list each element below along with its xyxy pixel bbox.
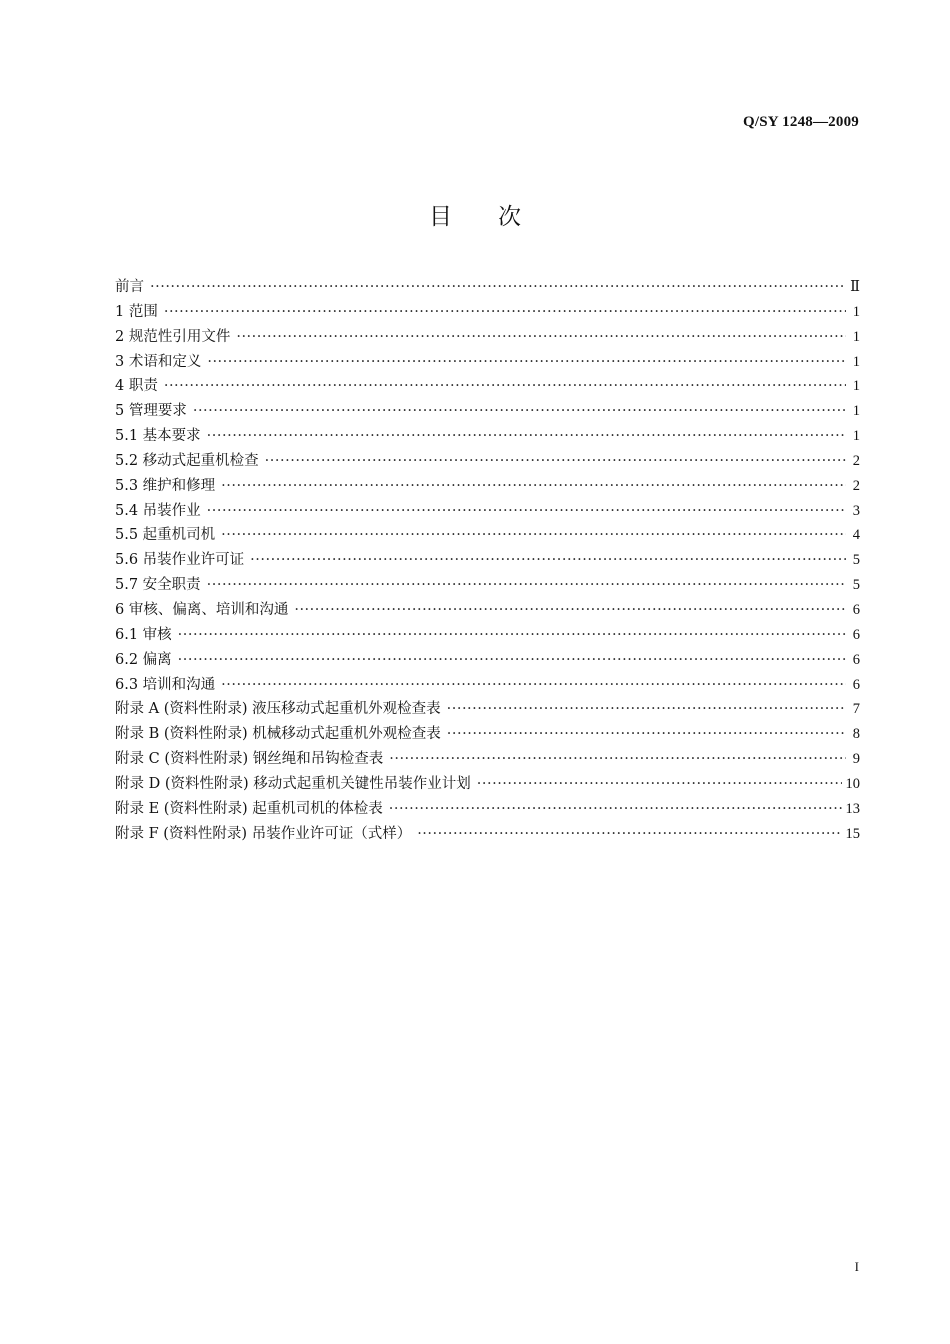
toc-dot-leader bbox=[178, 623, 846, 648]
toc-entry[interactable] bbox=[115, 797, 860, 822]
toc-entry-page: 4 bbox=[852, 527, 860, 544]
toc-dot-leader bbox=[207, 350, 846, 375]
toc-entry[interactable] bbox=[115, 499, 860, 524]
toc-dot-leader bbox=[207, 499, 846, 524]
toc-entry-label: 3 术语和定义 bbox=[115, 353, 202, 370]
toc-entry[interactable] bbox=[115, 275, 860, 300]
toc-entry[interactable] bbox=[115, 772, 860, 797]
toc-entry-label: 6.1 审核 bbox=[115, 626, 172, 643]
toc-entry-page: 6 bbox=[852, 676, 860, 693]
toc-entry-label: 5.7 安全职责 bbox=[115, 577, 201, 594]
toc-entry[interactable] bbox=[115, 424, 860, 449]
toc-entry-page: 1 bbox=[852, 428, 860, 445]
toc-entry-label: 1 范围 bbox=[115, 303, 158, 320]
toc-entry[interactable] bbox=[115, 374, 860, 399]
toc-entry[interactable] bbox=[115, 648, 860, 673]
toc-entry-page: 9 bbox=[852, 751, 860, 768]
toc-dot-leader bbox=[193, 399, 846, 424]
toc-entry-page: 15 bbox=[845, 825, 860, 842]
toc-entry-page: 1 bbox=[852, 378, 860, 395]
toc-dot-leader bbox=[265, 449, 846, 474]
toc-entry-label: 5.6 吊装作业许可证 bbox=[115, 552, 245, 569]
toc-dot-leader bbox=[221, 474, 846, 499]
toc-entry-page: 3 bbox=[852, 502, 860, 519]
toc-dot-leader bbox=[178, 648, 846, 673]
toc-dot-leader bbox=[221, 673, 846, 698]
toc-entry[interactable] bbox=[115, 598, 860, 623]
toc-entry-page: Ⅱ bbox=[850, 279, 860, 295]
toc-entry[interactable] bbox=[115, 474, 860, 499]
table-of-contents bbox=[115, 275, 860, 846]
toc-entry-page: 7 bbox=[852, 701, 860, 718]
toc-entry-label: 附录 E (资料性附录) 起重机司机的体检表 bbox=[115, 800, 383, 817]
toc-entry-label: 附录 C (资料性附录) 钢丝绳和吊钩检查表 bbox=[115, 751, 384, 768]
toc-dot-leader bbox=[447, 722, 846, 747]
toc-dot-leader bbox=[389, 797, 842, 822]
page-number: I bbox=[854, 1259, 859, 1274]
toc-entry[interactable] bbox=[115, 697, 860, 722]
toc-entry-label: 2 规范性引用文件 bbox=[115, 328, 231, 345]
toc-entry-label: 5.5 起重机司机 bbox=[115, 527, 216, 544]
toc-entry[interactable] bbox=[115, 822, 860, 847]
toc-entry-page: 5 bbox=[852, 577, 860, 594]
toc-entry[interactable] bbox=[115, 673, 860, 698]
toc-entry[interactable] bbox=[115, 573, 860, 598]
toc-dot-leader bbox=[294, 598, 846, 623]
toc-entry[interactable] bbox=[115, 325, 860, 350]
toc-entry[interactable] bbox=[115, 350, 860, 375]
toc-entry-page: 2 bbox=[852, 477, 860, 494]
toc-entry[interactable] bbox=[115, 722, 860, 747]
toc-entry-label: 5.1 基本要求 bbox=[115, 428, 201, 445]
toc-entry[interactable] bbox=[115, 548, 860, 573]
toc-entry-page: 6 bbox=[852, 601, 860, 618]
toc-dot-leader bbox=[164, 374, 846, 399]
toc-entry-page: 1 bbox=[852, 328, 860, 345]
toc-entry-label: 5 管理要求 bbox=[115, 403, 187, 420]
toc-entry-page: 13 bbox=[845, 800, 860, 817]
toc-entry[interactable] bbox=[115, 523, 860, 548]
toc-dot-leader bbox=[164, 300, 846, 325]
toc-entry-label: 6 审核、偏离、培训和沟通 bbox=[115, 601, 289, 618]
toc-entry-label: 前言 bbox=[115, 279, 144, 295]
toc-entry-label: 5.4 吊装作业 bbox=[115, 502, 201, 519]
toc-dot-leader bbox=[447, 697, 846, 722]
toc-entry[interactable] bbox=[115, 747, 860, 772]
toc-entry-page: 1 bbox=[852, 403, 860, 420]
toc-dot-leader bbox=[389, 747, 846, 772]
toc-dot-leader bbox=[250, 548, 846, 573]
toc-entry-page: 1 bbox=[852, 303, 860, 320]
toc-entry-label: 6.2 偏离 bbox=[115, 651, 172, 668]
toc-entry-label: 附录 D (资料性附录) 移动式起重机关键性吊装作业计划 bbox=[115, 775, 471, 792]
toc-entry[interactable] bbox=[115, 623, 860, 648]
toc-dot-leader bbox=[150, 275, 846, 300]
toc-entry[interactable] bbox=[115, 449, 860, 474]
standard-code: Q/SY 1248—2009 bbox=[742, 114, 859, 130]
toc-dot-leader bbox=[417, 822, 841, 847]
toc-entry[interactable] bbox=[115, 399, 860, 424]
toc-entry-page: 6 bbox=[852, 651, 860, 668]
toc-entry-page: 6 bbox=[852, 626, 860, 643]
toc-entry-page: 1 bbox=[852, 353, 860, 370]
toc-dot-leader bbox=[207, 573, 846, 598]
toc-entry[interactable] bbox=[115, 300, 860, 325]
toc-dot-leader bbox=[221, 523, 846, 548]
toc-entry-page: 10 bbox=[845, 775, 860, 792]
toc-entry-label: 附录 F (资料性附录) 吊装作业许可证（式样） bbox=[115, 825, 412, 842]
toc-entry-label: 附录 B (资料性附录) 机械移动式起重机外观检查表 bbox=[115, 726, 441, 743]
toc-entry-label: 6.3 培训和沟通 bbox=[115, 676, 216, 693]
toc-dot-leader bbox=[207, 424, 846, 449]
toc-entry-page: 5 bbox=[852, 552, 860, 569]
toc-entry-page: 8 bbox=[852, 726, 860, 743]
toc-dot-leader bbox=[477, 772, 842, 797]
toc-dot-leader bbox=[236, 325, 846, 350]
page-title: 目次 bbox=[429, 204, 567, 230]
toc-entry-page: 2 bbox=[852, 452, 860, 469]
toc-entry-label: 5.3 维护和修理 bbox=[115, 477, 216, 494]
toc-entry-label: 4 职责 bbox=[115, 378, 158, 395]
toc-entry-label: 5.2 移动式起重机检查 bbox=[115, 452, 259, 469]
toc-entry-label: 附录 A (资料性附录) 液压移动式起重机外观检查表 bbox=[115, 701, 441, 718]
